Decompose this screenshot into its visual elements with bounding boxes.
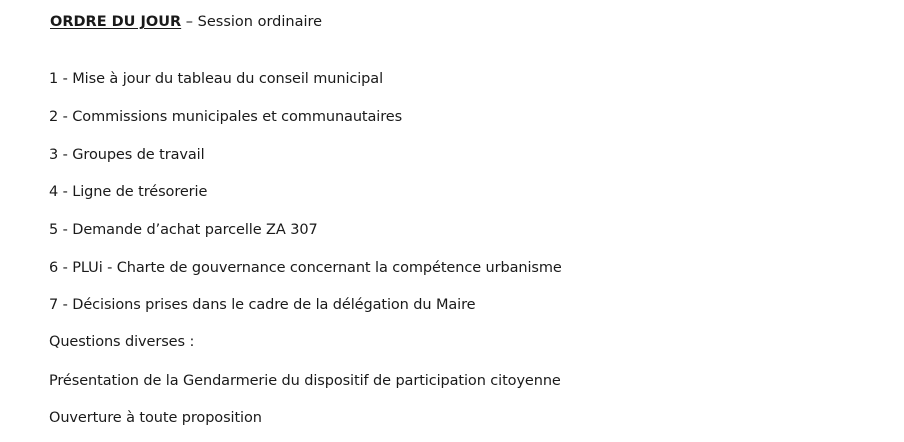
agenda-item-2: 2 - Commissions municipales et communautaires bbox=[49, 109, 403, 125]
questions-heading: Questions diverses : bbox=[49, 334, 195, 350]
agenda-item-4: 4 - Ligne de trésorerie bbox=[49, 184, 208, 200]
agenda-title: ORDRE DU JOUR bbox=[50, 14, 182, 30]
question-item-2: Ouverture à toute proposition bbox=[49, 410, 262, 426]
agenda-heading bbox=[50, 12, 322, 32]
agenda-item-7: 7 - Décisions prises dans le cadre de la délégation du Maire bbox=[49, 297, 476, 313]
agenda-item-6: 6 - PLUi - Charte de gouvernance concernant la compétence urbanisme bbox=[49, 260, 562, 276]
agenda-item-5: 5 - Demande d’achat parcelle ZA 307 bbox=[49, 222, 318, 238]
question-item-1: Présentation de la Gendarmerie du dispositif de participation citoyenne bbox=[49, 373, 561, 389]
agenda-item-1: 1 - Mise à jour du tableau du conseil municipal bbox=[49, 71, 383, 87]
agenda-item-3: 3 - Groupes de travail bbox=[49, 147, 205, 163]
agenda-subtitle: – Session ordinaire bbox=[181, 14, 323, 30]
